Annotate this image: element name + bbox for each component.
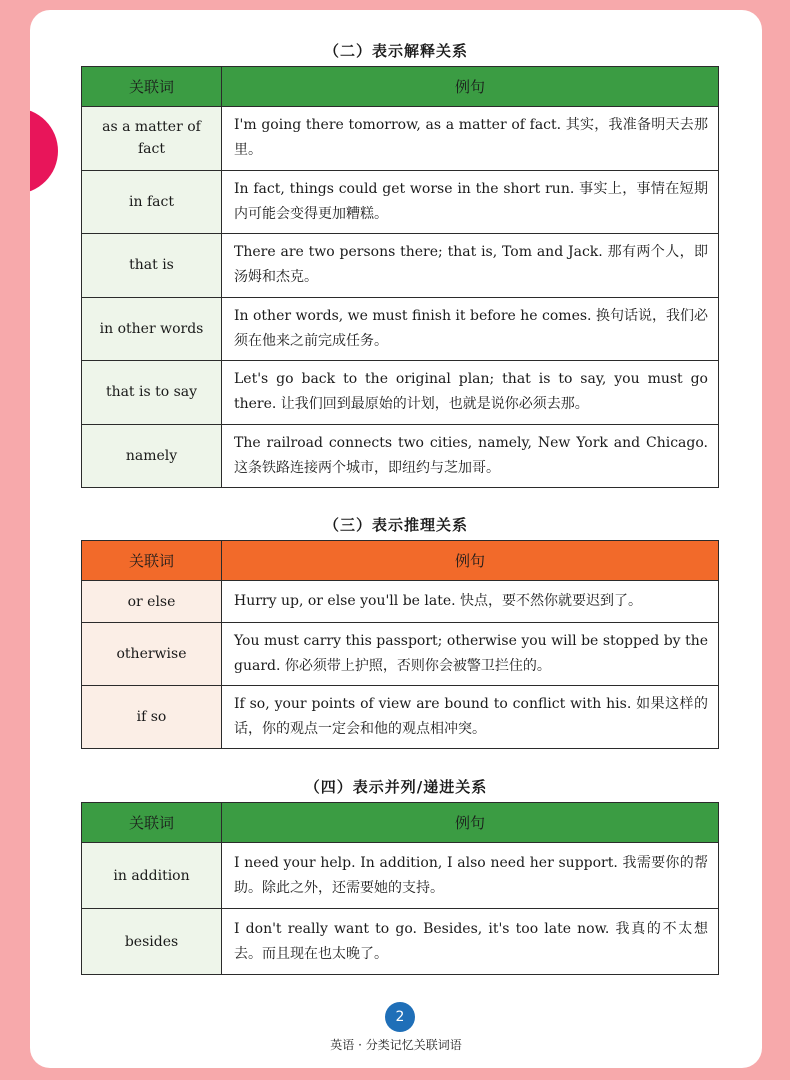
example-cell: I don't really want to go. Besides, it's too late now. 我真的不太想去。而且现在也太晚了。 bbox=[222, 909, 719, 975]
table-row bbox=[82, 424, 719, 488]
table-row bbox=[82, 107, 719, 171]
table-row bbox=[82, 234, 719, 298]
example-cell: There are two persons there; that is, Tom and Jack. 那有两个人，即汤姆和杰克。 bbox=[222, 234, 719, 298]
page-number-badge: 2 bbox=[385, 1002, 415, 1032]
section-title-explanation: （二）表示解释关系 bbox=[323, 42, 468, 60]
table-row bbox=[82, 361, 719, 425]
keyword-cell: otherwise bbox=[82, 623, 222, 686]
section-title-inference: （三）表示推理关系 bbox=[323, 516, 468, 534]
keyword-cell: as a matter of fact bbox=[82, 107, 222, 171]
example-cell: If so, your points of view are bound to conflict with his. 如果这样的话，你的观点一定会和他的观点相冲突。 bbox=[222, 686, 719, 749]
keyword-cell: namely bbox=[82, 424, 222, 488]
page-footer: 英语 · 分类记忆关联词语 bbox=[330, 1038, 462, 1052]
table-header-row bbox=[82, 803, 719, 843]
header-example: 例句 bbox=[222, 541, 719, 581]
keyword-cell: that is to say bbox=[82, 361, 222, 425]
keyword-cell: in other words bbox=[82, 297, 222, 361]
example-cell: Let's go back to the original plan; that is to say, you must go there. 让我们回到最原始的计划，也就是说你必须去那。 bbox=[222, 361, 719, 425]
chapter-tab-marker bbox=[30, 108, 58, 194]
keyword-cell: or else bbox=[82, 581, 222, 623]
section-title-parallel: （四）表示并列/递进关系 bbox=[304, 778, 488, 796]
table-inference bbox=[81, 540, 719, 749]
header-keyword: 关联词 bbox=[82, 541, 222, 581]
example-cell: You must carry this passport; otherwise you will be stopped by the guard. 你必须带上护照，否则你会被警卫拦住的。 bbox=[222, 623, 719, 686]
header-keyword: 关联词 bbox=[82, 67, 222, 107]
example-cell: Hurry up, or else you'll be late. 快点，要不然你就要迟到了。 bbox=[222, 581, 719, 623]
table-explanation bbox=[81, 66, 719, 488]
table-row bbox=[82, 581, 719, 623]
keyword-cell: in fact bbox=[82, 170, 222, 234]
example-cell: In fact, things could get worse in the short run. 事实上，事情在短期内可能会变得更加糟糕。 bbox=[222, 170, 719, 234]
table-row bbox=[82, 909, 719, 975]
table-row bbox=[82, 843, 719, 909]
keyword-cell: besides bbox=[82, 909, 222, 975]
table-parallel bbox=[81, 802, 719, 975]
table-row bbox=[82, 686, 719, 749]
keyword-cell: if so bbox=[82, 686, 222, 749]
example-cell: I'm going there tomorrow, as a matter of fact. 其实，我准备明天去那里。 bbox=[222, 107, 719, 171]
header-example: 例句 bbox=[222, 803, 719, 843]
table-row bbox=[82, 297, 719, 361]
table-header-row bbox=[82, 541, 719, 581]
table-row bbox=[82, 170, 719, 234]
header-example: 例句 bbox=[222, 67, 719, 107]
table-row bbox=[82, 623, 719, 686]
book-page bbox=[30, 10, 762, 1068]
table-header-row bbox=[82, 67, 719, 107]
keyword-cell: that is bbox=[82, 234, 222, 298]
keyword-cell: in addition bbox=[82, 843, 222, 909]
example-cell: In other words, we must finish it before he comes. 换句话说，我们必须在他来之前完成任务。 bbox=[222, 297, 719, 361]
header-keyword: 关联词 bbox=[82, 803, 222, 843]
example-cell: I need your help. In addition, I also need her support. 我需要你的帮助。除此之外，还需要她的支持。 bbox=[222, 843, 719, 909]
example-cell: The railroad connects two cities, namely, New York and Chicago. 这条铁路连接两个城市，即纽约与芝加哥。 bbox=[222, 424, 719, 488]
